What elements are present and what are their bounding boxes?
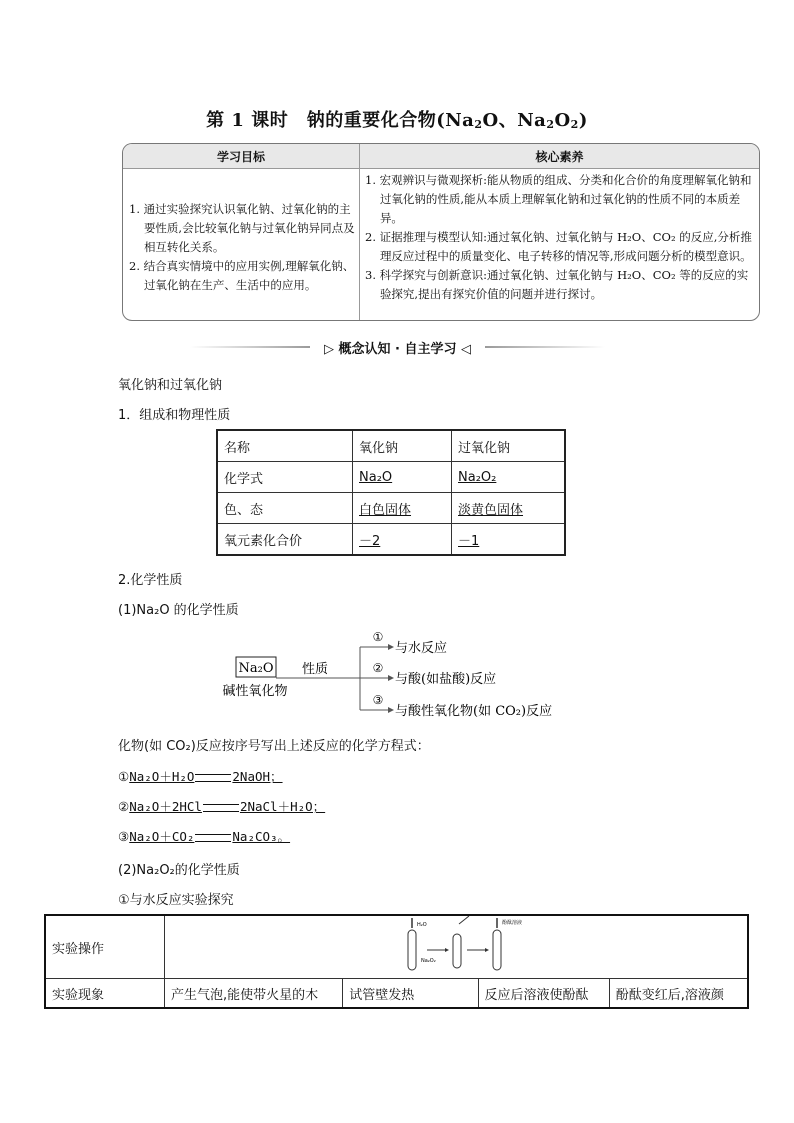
table-cell: 色、态 — [217, 493, 353, 524]
goals-header — [123, 144, 759, 169]
page-title: 第 1 课时 钠的重要化合物(Na2O、Na2O2) — [206, 110, 588, 131]
table-row — [217, 462, 565, 493]
table-cell: 实验现象 — [45, 979, 165, 1009]
answer-blank: Na₂O₂ — [458, 469, 497, 485]
table-row — [217, 524, 565, 556]
learning-goals-box — [122, 143, 760, 321]
table-row — [45, 915, 748, 979]
experiment-figure — [165, 916, 747, 978]
equation-intro: 化物(如 CO₂)反应按序号写出上述反应的化学方程式： — [118, 739, 430, 754]
goals-divider — [359, 144, 360, 320]
equals-sign-icon — [203, 804, 239, 812]
equation-line — [118, 797, 325, 815]
table-cell: 酚酞变红后,溶液颜 — [609, 979, 748, 1009]
table-cell — [353, 462, 452, 493]
table-cell: 实验操作 — [45, 915, 165, 979]
branch-label: 与酸(如盐酸)反应 — [395, 672, 497, 687]
equation-line — [118, 827, 290, 845]
table-cell — [452, 462, 566, 493]
formula-box-label: Na₂O — [238, 661, 274, 676]
equation-number: ① — [118, 769, 130, 784]
arrow-head-icon — [388, 675, 394, 681]
core-literacy-item: 1. 宏观辨识与微观探析:能从物质的组成、分类和化合价的角度理解氧化钠和过氧化钠的性质,能从本质上理解氧化钠和过氧化钠的性质不同的本质差异。 — [365, 173, 752, 225]
table-cell: 产生气泡,能使带火星的木 — [165, 979, 343, 1009]
test-tube-icon — [408, 930, 416, 970]
equation-left: Na₂O＋2HCl — [129, 799, 202, 814]
learning-goal-item: 2. 结合真实情境中的应用实例,理解氧化钠、过氧化钠在生产、生活中的应用。 — [129, 259, 355, 292]
table-cell: 名称 — [217, 430, 353, 462]
equation-right: 2NaOH； — [232, 769, 283, 784]
equals-sign-icon — [195, 774, 231, 782]
core-literacy-list — [365, 171, 755, 304]
core-literacy-item: 2. 证据推理与模型认知:通过氧化钠、过氧化钠与 H₂O、CO₂ 的反应,分析推理反应过程中的质量变化、电子转移的情况等,形成问题分析的模型意识。 — [365, 230, 752, 263]
table-cell — [452, 524, 566, 556]
test-tube-icon — [453, 934, 461, 968]
subsection-heading: (2)Na₂O₂的化学性质 — [118, 863, 240, 878]
equation-left: Na₂O＋H₂O — [129, 769, 195, 784]
section-title: 氧化钠和过氧化钠 — [118, 378, 223, 393]
property-label: 性质 — [301, 662, 329, 677]
answer-blank: －1 — [458, 533, 480, 549]
subsection-heading: 2.化学性质 — [118, 573, 183, 588]
table-cell — [353, 493, 452, 524]
properties-table — [216, 429, 566, 556]
splint-icon — [459, 916, 469, 924]
table-cell — [353, 524, 452, 556]
banner-line-left — [190, 346, 310, 348]
figure-label: 酚酞溶液 — [502, 920, 523, 926]
equation-right: Na₂CO₃。 — [232, 829, 291, 844]
table-row — [217, 493, 565, 524]
figure-label: H₂O — [417, 922, 427, 928]
learning-goal-item: 1. 通过实验探究认识氧化钠、过氧化钠的主要性质,会比较氧化钠与过氧化钠异同点及相互转化关系。 — [129, 202, 355, 254]
experiment-figure-cell — [165, 915, 749, 979]
equation-left: Na₂O＋CO₂ — [129, 829, 195, 844]
branch-label: 与酸性氧化物(如 CO₂)反应 — [395, 704, 553, 719]
table-cell: 试管壁发热 — [343, 979, 478, 1009]
banner-line-right — [485, 346, 605, 348]
experiment-table — [44, 914, 749, 1009]
answer-blank: 淡黄色固体 — [458, 502, 524, 518]
table-cell: 化学式 — [217, 462, 353, 493]
table-row — [217, 430, 565, 462]
table-cell — [452, 493, 566, 524]
learning-goals-list — [129, 200, 355, 295]
answer-blank: 白色固体 — [359, 502, 412, 518]
answer-blank: －2 — [359, 533, 381, 549]
core-literacy-item: 3. 科学探究与创新意识:通过氧化钠、过氧化钠与 H₂O、CO₂ 等的反应的实验探究,提出有探究价值的问题并进行探讨。 — [365, 268, 749, 301]
equation-number: ③ — [118, 829, 130, 844]
subsection-heading: ①与水反应实验探究 — [118, 893, 234, 908]
arrow-head-icon — [388, 707, 394, 713]
arrow-head-icon — [485, 948, 489, 952]
branch-number: ① — [372, 630, 384, 644]
na2o-property-diagram — [205, 625, 605, 725]
figure-label: Na₂O₂ — [421, 958, 436, 964]
table-cell: 过氧化钠 — [452, 430, 566, 462]
class-label: 碱性氧化物 — [222, 684, 288, 699]
test-tube-icon — [493, 930, 501, 970]
subsection-heading: (1)Na₂O 的化学性质 — [118, 603, 239, 618]
banner-text: ▷ 概念认知 · 自主学习 ◁ — [323, 342, 472, 357]
table-cell: 反应后溶液使酚酞 — [478, 979, 609, 1009]
table-cell: 氧元素化合价 — [217, 524, 353, 556]
arrow-head-icon — [445, 948, 449, 952]
branch-label: 与水反应 — [395, 641, 448, 656]
subsection-heading: 1．组成和物理性质 — [118, 408, 231, 423]
equation-number: ② — [118, 799, 130, 814]
goals-header-left: 学习目标 — [216, 150, 265, 164]
arrow-head-icon — [388, 644, 394, 650]
answer-blank: Na₂O — [359, 469, 393, 485]
branch-number: ③ — [372, 693, 384, 707]
equation-right: 2NaCl＋H₂O； — [239, 799, 326, 814]
equation-line — [118, 767, 283, 785]
section-banner — [190, 338, 605, 356]
table-cell: 氧化钠 — [353, 430, 452, 462]
table-row — [45, 979, 748, 1009]
goals-header-right: 核心素养 — [535, 150, 584, 164]
branch-number: ② — [372, 661, 384, 675]
equals-sign-icon — [195, 834, 231, 842]
